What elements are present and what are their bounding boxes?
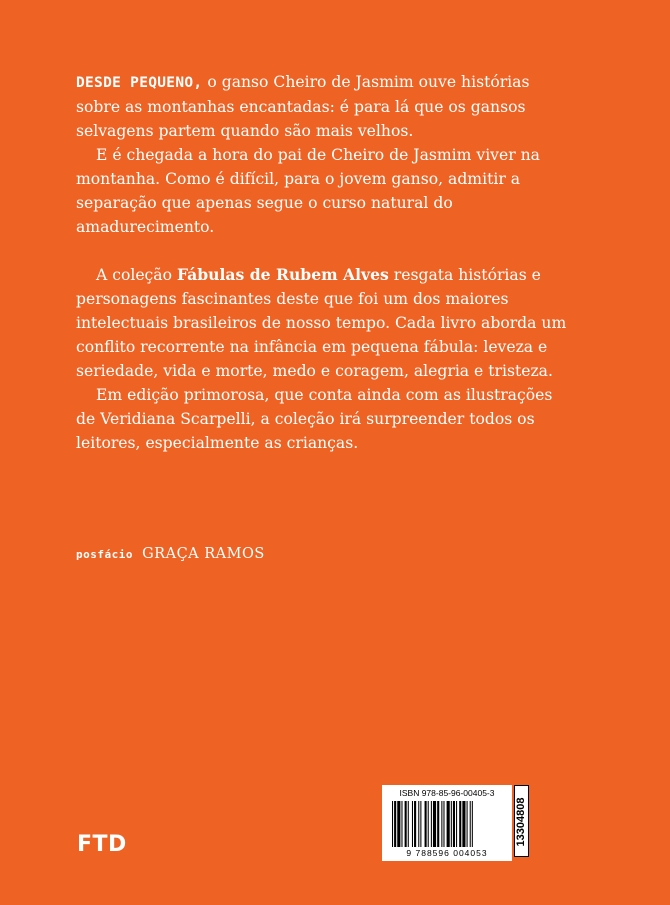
barcode-stripe — [462, 801, 465, 847]
publisher-logo: FTD — [77, 832, 127, 857]
back-cover-text — [76, 70, 576, 455]
barcode-stripe — [418, 801, 419, 847]
paragraph-3 — [76, 263, 576, 383]
ean-digits: 9 788596 004053 — [406, 848, 488, 858]
barcode-stripe — [405, 801, 407, 847]
isbn-text: ISBN 978-85-96-00405-3 — [399, 788, 495, 798]
barcode-stripe — [437, 801, 439, 847]
afterword-author: GRAÇA RAMOS — [142, 546, 265, 562]
paragraph-1 — [76, 70, 576, 143]
inventory-code-label — [514, 785, 529, 857]
barcode-stripe — [441, 801, 442, 847]
barcode-stripe — [447, 801, 450, 847]
barcode-stripe — [408, 801, 409, 847]
afterword-credit — [76, 546, 265, 562]
barcode-stripe — [431, 801, 432, 847]
barcode-stripe — [392, 801, 393, 847]
barcode-stripe — [453, 801, 455, 847]
barcode-stripe — [425, 801, 427, 847]
afterword-label: posfácio — [76, 548, 133, 561]
barcode-label — [382, 785, 512, 861]
paragraph-3-start: A coleção — [96, 266, 177, 284]
barcode-stripe — [456, 801, 457, 847]
barcode-stripe — [451, 801, 452, 847]
barcode-stripe — [433, 801, 436, 847]
barcode-stripe — [459, 801, 461, 847]
barcode-stripe — [467, 801, 468, 847]
barcode-stripe — [397, 801, 400, 847]
barcode-stripe — [472, 801, 473, 847]
barcode-stripe — [412, 801, 413, 847]
barcode-stripe — [443, 801, 444, 847]
paragraph-2: E é chegada a hora do pai de Cheiro de Jasmim viver na montanha. Como é difícil, para o jovem ganso, admitir a separação que apenas segue o curso natural do amadurecimento. — [76, 146, 540, 236]
paragraph-3-text: resgata histórias e personagens fascinantes deste que foi um dos maiores intelectuais brasileiros de nosso tempo. Cada livro aborda um conflito recorrente na infância em pequena fábula: leveza e seriedade, vida e morte, medo e coragem, alegria e tristeza. — [76, 266, 567, 380]
paragraph-1-text: o ganso Cheiro de Jasmim ouve histórias sobre as montanhas encantadas: é para lá que os gansos selvagens partem quando são mais velhos. — [76, 73, 530, 140]
lead-in: DESDE PEQUENO, — [76, 75, 203, 91]
barcode-stripe — [470, 801, 471, 847]
barcode-stripe — [420, 801, 421, 847]
barcode-stripe — [414, 801, 416, 847]
barcode-stripe — [428, 801, 429, 847]
collection-title: Fábulas de Rubem Alves — [176, 265, 389, 284]
barcode-stripe — [394, 801, 396, 847]
paragraph-4: Em edição primorosa, que conta ainda com as ilustrações de Veridiana Scarpelli, a coleção irá surpreender todos os leitores, especialmente as crianças. — [76, 386, 553, 452]
barcode-bars — [392, 801, 502, 847]
inventory-code: 13304808 — [515, 797, 527, 847]
barcode-stripe — [401, 801, 402, 847]
